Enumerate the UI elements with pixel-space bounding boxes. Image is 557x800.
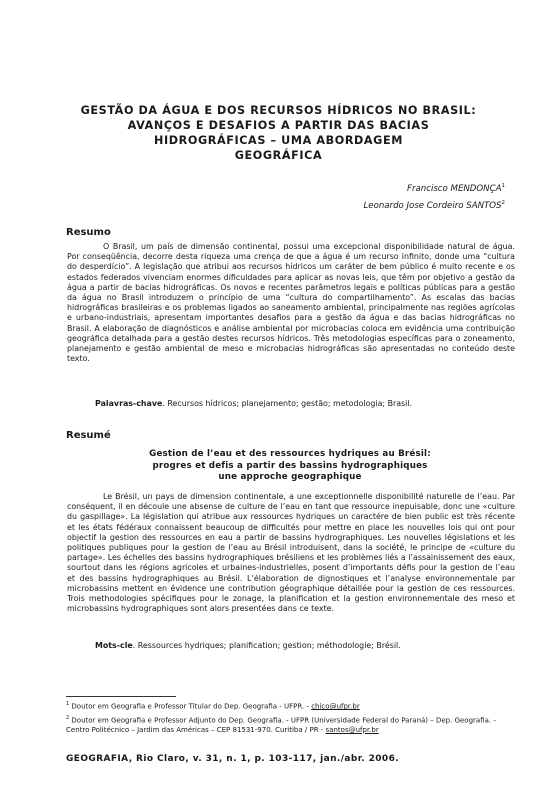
resume-title-line: une approche geographique <box>218 472 362 482</box>
title-line: HIDROGRÁFICAS – UMA ABORDAGEM <box>154 134 403 147</box>
keywords-label: Mots-cle <box>95 641 133 650</box>
keywords-text: . Ressources hydriques; planification; gestion; méthodologie; Brésil. <box>132 641 401 650</box>
author-list <box>364 179 506 213</box>
resume-keywords <box>67 641 515 651</box>
keywords-label: Palavras-chave <box>95 399 163 408</box>
author <box>364 179 506 196</box>
keywords-text: . Recursos hídricos; planejamento; gestão; metodologia; Brasil. <box>162 399 413 408</box>
resumo-abstract <box>67 242 515 364</box>
footnote-text: Doutor em Geografia e Professor Adjunto do Dep. Geografia. - UFPR (Universidade Federal do Paraná) – Dep. Geografia. - Centro Politécnico – Jardim das Américas – CEP 81531-970. Curitiba / PR - <box>66 716 496 734</box>
email-link[interactable]: chico@ufpr.br <box>311 702 360 711</box>
resume-title <box>80 449 500 484</box>
email-link[interactable]: santos@ufpr.br <box>325 725 379 734</box>
author-name: Leonardo Jose Cordeiro SANTOS <box>363 200 502 211</box>
resume-title-line: progres et defis a partir des bassins hydrographiques <box>152 460 428 471</box>
footnote-mark: 1 <box>501 183 505 189</box>
footnote <box>66 700 516 712</box>
title-line: AVANÇOS E DESAFIOS A PARTIR DAS BACIAS <box>127 119 430 132</box>
author <box>364 196 506 213</box>
footnote-rule <box>66 696 176 697</box>
resumo-heading: Resumo <box>66 227 111 238</box>
resume-title-line: Gestion de l’eau et des ressources hydriques au Brésil: <box>149 449 431 459</box>
footnote-mark: 2 <box>501 199 505 206</box>
resume-heading: Resumé <box>66 430 111 441</box>
footnote-mark: 2 <box>66 714 70 721</box>
title-line: GEOGRÁFICA <box>234 149 323 162</box>
title-line: GESTÃO DA ÁGUA E DOS RECURSOS HÍDRICOS NO BRASIL: <box>80 104 477 117</box>
resume-abstract <box>67 492 515 614</box>
journal-citation: GEOGRAFIA, Rio Claro, v. 31, n. 1, p. 103-117, jan./abr. 2006. <box>66 754 400 764</box>
footnotes <box>66 700 516 737</box>
resumo-text: O Brasil, um país de dimensão continental, possui uma excepcional disponibilidade natural de água. Por conseqüência, decorre desta riqueza uma crença de que a água é um recurso infinito, donde uma “cultura do desperdício”. A legislação que atribui aos recursos hídricos um caráter de bem público é muito recente e os estados federados vivenciam enormes dificuldades para aplicar as novas leis, que têm por objetivo a gestão da água a partir de bacias hidrográficas. Os novos e recentes parâmetros legais e políticas públicas para a gestão da água no Brasil introduzem o princípio de uma “cultura do compartilhamento”. As escalas das bacias hidrográficas brasileiras e os problemas ligados ao saneamento ambiental, principalmente nas regiões agrícolas e urbano-industriais, apresentam importantes desafios para a gestão da água e das bacias hidrográficas no Brasil. A elaboração de diagnósticos e análise ambiental por microbacias coloca em evidência uma contribuição geográfica detalhada para a gestão destes recursos hídricos. Três metodologias específicas para o zoneamento, planejamento e gestão ambiental de meso e microbacias hidrográficas são apresentadas no conteúdo deste texto. <box>67 242 515 364</box>
footnote-text: Doutor em Geografia e Professor Titular do Dep. Geografia - UFPR. - <box>71 702 312 711</box>
article-title <box>60 103 497 163</box>
resume-text: Le Brésil, un pays de dimension continentale, a une exceptionnelle disponibilité naturelle de l’eau. Par conséquent, il en découle une absense de culture de l’eau en tant que ressource inepuisable, donc une «culture du gaspillage». La législation qui atribue aux ressources hydriques un caractére de bien public est très récente et les états fédéraux connaissent beaucoup de difficultés pour mettre en place les nouvelles lois qui ont pour objectif la gestion des ressources en eau a partir de bassins hydrographiques. Les nouvelles législations et les politiques publiques pour la gestion de l’eau au Brésil introduisent, dans la société, le principe de «culture du partage». Les échelles des bassins hydrographiques brésiliens et les problèmes liés a l’assainissement des eaux, sourtout dans les régions agricoles et urbaines-industrielles, posent d’importants défis pour la gestion de l’eau et des bassins hydrographiques au Brésil. L’élaboration de dignostiques et l’analyse environnementale par microbassins mettent en évidence une contribution géographique détaillée pour la gestion de ces ressources. Trois methodologies spécifiques pour le zonage, la planification et la gestion environnementale des meso et microbassins hydrographiques sont alors presentées dans ce texte. <box>67 492 515 614</box>
footnote-mark: 1 <box>66 701 70 707</box>
author-name: Francisco MENDONÇA <box>407 183 502 194</box>
resumo-keywords <box>67 399 515 409</box>
footnote <box>66 714 516 736</box>
